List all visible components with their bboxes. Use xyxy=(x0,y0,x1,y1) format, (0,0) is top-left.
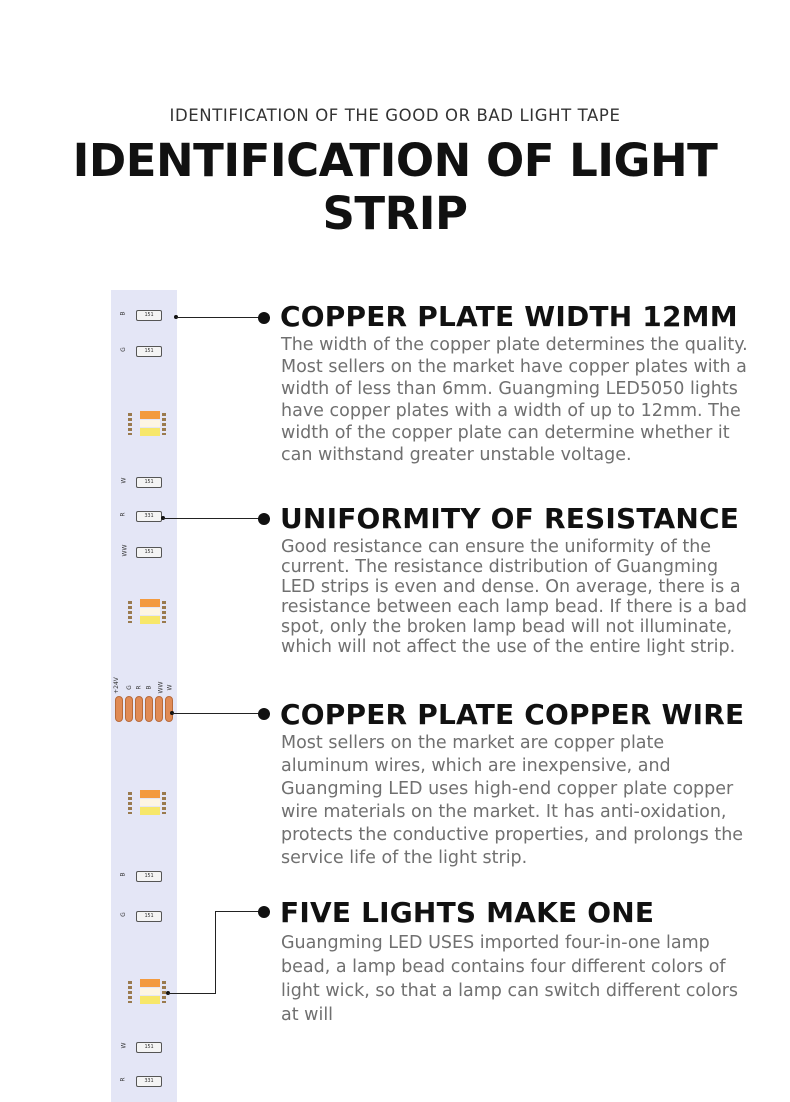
strip-label-b: B xyxy=(119,311,127,316)
section-heading-copper-wire: COPPER PLATE COPPER WIRE xyxy=(280,698,745,731)
strip-label-g: G xyxy=(119,347,127,352)
pad-label: B xyxy=(145,685,153,690)
callout-line xyxy=(176,317,262,318)
led-bead xyxy=(140,979,160,1005)
pad-label: R xyxy=(135,685,143,690)
led-bead xyxy=(140,790,160,816)
strip-label-g: G xyxy=(119,912,127,917)
strip-label-w: W xyxy=(120,477,128,484)
strip-label-r: R xyxy=(119,512,127,517)
callout-dot xyxy=(258,906,270,918)
resistor-chip: 151 xyxy=(136,911,162,922)
section-heading-five-lights: FIVE LIGHTS MAKE ONE xyxy=(280,896,655,929)
section-heading-copper-width: COPPER PLATE WIDTH 12MM xyxy=(280,300,738,333)
pad-label: G xyxy=(125,685,133,690)
strip-label-ww: WW xyxy=(121,544,129,557)
resistor-chip: 151 xyxy=(136,871,162,882)
pad-label: WW xyxy=(157,681,165,694)
section-body-resistance: Good resistance can ensure the uniformity of the current. The resistance distribution of Guangming LED strips is even and dense. On average, there is a resistance between each lamp bead. If there is a bad spot, only the broken lamp bead will not illuminate, which will not affect the use of the entire light strip. xyxy=(281,537,747,657)
page-title: IDENTIFICATION OF LIGHT STRIP xyxy=(72,134,718,240)
section-heading-resistance: UNIFORMITY OF RESISTANCE xyxy=(280,502,740,535)
callout-line xyxy=(215,911,261,912)
led-bead xyxy=(140,411,160,437)
section-body-copper-wire: Most sellers on the market are copper plate aluminum wires, which are inexpensive, and Guangming LED uses high-end copper plate copper wire materials on the market. It has anti-oxidation, protects the conductive properties, and prolongs the service life of the light strip. xyxy=(281,733,744,868)
strip-label-b: B xyxy=(119,872,127,877)
strip-label-r: R xyxy=(119,1077,127,1082)
callout-line xyxy=(215,911,216,994)
section-body-copper-width: The width of the copper plate determines the quality. Most sellers on the market have copper plates with a width of less than 6mm. Guangming LED5050 lights have copper plates with a width of up to 12mm. The width of the copper plate can determine whether it can withstand greater unstable voltage. xyxy=(281,335,748,465)
resistor-chip: 151 xyxy=(136,1042,162,1053)
resistor-chip: 151 xyxy=(136,477,162,488)
resistor-chip: 151 xyxy=(136,346,162,357)
page-subtitle: IDENTIFICATION OF THE GOOD OR BAD LIGHT TAPE xyxy=(169,106,621,125)
led-bead xyxy=(140,599,160,625)
callout-line xyxy=(163,518,261,519)
callout-line xyxy=(172,713,262,714)
callout-dot xyxy=(258,513,270,525)
callout-dot xyxy=(258,312,270,324)
callout-dot xyxy=(258,708,270,720)
strip-label-w: W xyxy=(120,1042,128,1049)
pad-label: W xyxy=(166,684,174,691)
section-body-five-lights: Guangming LED USES imported four-in-one lamp bead, a lamp bead contains four different colors of light wick, so that a lamp can switch different colors at will xyxy=(281,933,739,1025)
resistor-chip: 331 xyxy=(136,511,162,522)
callout-line xyxy=(168,993,216,994)
resistor-chip: 331 xyxy=(136,1076,162,1087)
resistor-chip: 151 xyxy=(136,547,162,558)
pad-label: +24V xyxy=(112,677,120,694)
copper-solder-pads xyxy=(115,696,175,722)
resistor-chip: 151 xyxy=(136,310,162,321)
